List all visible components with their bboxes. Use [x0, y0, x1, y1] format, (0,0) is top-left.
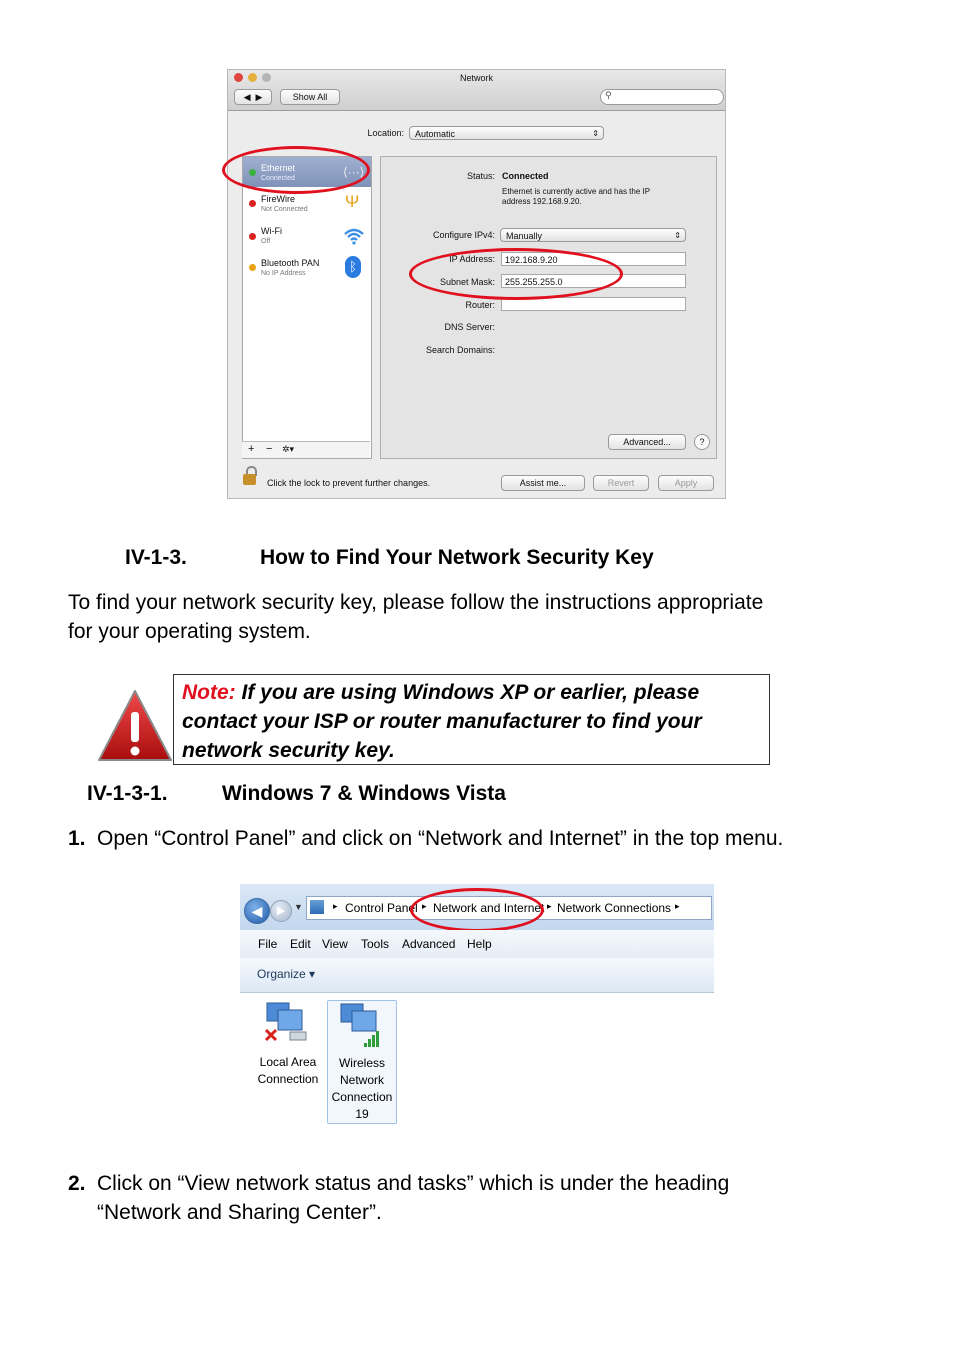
configure-ipv4-value: Manually: [506, 231, 543, 241]
menu-edit[interactable]: Edit: [290, 937, 311, 951]
breadcrumb-network-internet[interactable]: Network and Internet: [433, 901, 545, 915]
mac-network-window: [227, 69, 726, 499]
bluetooth-icon: ᛒ: [345, 256, 361, 278]
location-label: Location:: [367, 128, 404, 138]
network-computer-disconnected-icon: [264, 1000, 310, 1044]
highlight-ellipse-network-internet: [410, 888, 544, 932]
services-toolbar: [242, 441, 370, 458]
icon-label: Wireless Network Connection 19: [331, 1056, 393, 1121]
apply-button[interactable]: Apply: [658, 475, 714, 491]
address-bar-area: [240, 884, 714, 930]
firewire-icon: Ψ: [345, 192, 360, 211]
intro-text: for your operating system.: [68, 620, 311, 643]
service-wifi[interactable]: [243, 221, 371, 251]
step-number: 1.: [68, 827, 86, 850]
status-dot-yellow: [249, 264, 256, 271]
service-bluetooth[interactable]: [243, 253, 371, 283]
status-description: Ethernet is currently active and has the IP: [502, 187, 651, 196]
service-status: Connected: [261, 175, 295, 182]
service-status: Off: [261, 238, 271, 245]
icon-label: Local Area Connection: [257, 1055, 319, 1086]
detail-panel: [380, 156, 717, 459]
section-number: IV-1-3.: [125, 546, 187, 569]
menu-tools[interactable]: Tools: [361, 937, 390, 951]
search-domains-label: Search Domains:: [425, 345, 495, 355]
status-dot-red: [249, 233, 256, 240]
status-description: address 192.168.9.20.: [502, 197, 582, 206]
service-status: No IP Address: [261, 270, 306, 277]
organize-button[interactable]: Organize ▾: [257, 967, 316, 981]
note-text: [182, 678, 762, 765]
note-line: network security key.: [182, 739, 395, 762]
help-button[interactable]: ?: [694, 434, 710, 450]
configure-ipv4-label: Configure IPv4:: [432, 230, 495, 240]
highlight-ellipse-ip: [409, 248, 623, 300]
wifi-icon: [343, 227, 365, 245]
mac-titlebar: [228, 70, 725, 111]
add-service-button[interactable]: +: [248, 443, 255, 455]
breadcrumb-arrow-icon: ▸: [547, 901, 552, 911]
menu-help[interactable]: Help: [467, 937, 492, 951]
note-line: If you are using Windows XP or earlier, please: [235, 681, 700, 704]
service-name: Ethernet: [261, 163, 296, 173]
services-list: [242, 156, 372, 459]
service-name: Bluetooth PAN: [261, 258, 320, 268]
local-area-connection[interactable]: [252, 1000, 324, 1096]
control-panel-icon: [310, 900, 324, 914]
remove-service-button[interactable]: −: [266, 443, 273, 455]
breadcrumb-network-connections[interactable]: Network Connections: [557, 901, 672, 915]
forward-button[interactable]: ▶: [270, 900, 292, 922]
highlight-ellipse-ethernet: [222, 146, 370, 194]
assist-me-button[interactable]: Assist me...: [501, 475, 585, 491]
ip-address-field[interactable]: 192.168.9.20: [501, 252, 686, 266]
service-name: Wi-Fi: [261, 226, 282, 236]
subnet-mask-field[interactable]: 255.255.255.0: [501, 274, 686, 288]
back-forward-buttons[interactable]: ◀ ▶: [234, 89, 272, 105]
breadcrumb-control-panel[interactable]: Control Panel: [345, 901, 418, 915]
location-select[interactable]: [409, 126, 604, 140]
menu-bar: [240, 930, 714, 959]
ethernet-icon: ⟨···⟩: [343, 165, 365, 179]
breadcrumb-arrow-icon: ▸: [333, 901, 338, 911]
note-line: contact your ISP or router manufacturer to find your: [182, 710, 702, 733]
command-bar: [240, 958, 714, 993]
gear-icon[interactable]: ✲▾: [282, 444, 295, 454]
back-button[interactable]: ◀: [244, 898, 270, 924]
show-all-button[interactable]: Show All: [280, 89, 340, 105]
step-text: “Network and Sharing Center”.: [97, 1201, 382, 1224]
location-value: Automatic: [415, 129, 456, 139]
subsection-number: IV-1-3-1.: [87, 782, 168, 805]
router-label: Router:: [465, 300, 495, 310]
step-number: 2.: [68, 1172, 86, 1195]
search-icon: ⚲: [605, 90, 612, 100]
service-name: FireWire: [261, 194, 295, 204]
section-title: How to Find Your Network Security Key: [260, 546, 654, 569]
intro-text: To find your network security key, please follow the instructions appropriate: [68, 591, 764, 614]
lock-text: Click the lock to prevent further changes.: [267, 478, 431, 488]
subnet-mask-label: Subnet Mask:: [439, 277, 495, 287]
menu-file[interactable]: File: [258, 937, 278, 951]
step-text: Open “Control Panel” and click on “Network and Internet” in the top menu.: [97, 827, 784, 850]
history-dropdown-icon[interactable]: ▼: [294, 902, 303, 912]
status-value: Connected: [502, 171, 549, 181]
service-status: Not Connected: [261, 206, 308, 213]
subsection-title: Windows 7 & Windows Vista: [222, 782, 506, 805]
menu-advanced[interactable]: Advanced: [402, 937, 456, 951]
revert-button[interactable]: Revert: [593, 475, 649, 491]
network-computer-wireless-icon: [338, 1001, 384, 1049]
breadcrumb-arrow-icon: ▸: [422, 901, 427, 911]
configure-ipv4-select[interactable]: [500, 228, 686, 242]
wireless-network-connection[interactable]: [327, 1000, 397, 1124]
windows-explorer: [240, 884, 714, 1136]
status-dot-red: [249, 200, 256, 207]
status-label: Status:: [466, 171, 495, 181]
note-label: Note:: [182, 681, 236, 704]
advanced-button[interactable]: Advanced...: [608, 434, 686, 450]
updown-icon: ⇕: [674, 231, 681, 240]
warning-icon: [96, 688, 174, 764]
window-title: Network: [459, 73, 493, 83]
lock-icon[interactable]: [242, 466, 256, 486]
menu-view[interactable]: View: [322, 937, 348, 951]
ip-address-label: IP Address:: [449, 254, 495, 264]
dns-server-label: DNS Server:: [444, 322, 495, 332]
step-text: Click on “View network status and tasks” which is under the heading: [97, 1172, 730, 1195]
updown-icon: ⇕: [592, 129, 599, 138]
search-input[interactable]: [600, 89, 724, 105]
breadcrumb-arrow-icon: ▸: [675, 901, 680, 911]
